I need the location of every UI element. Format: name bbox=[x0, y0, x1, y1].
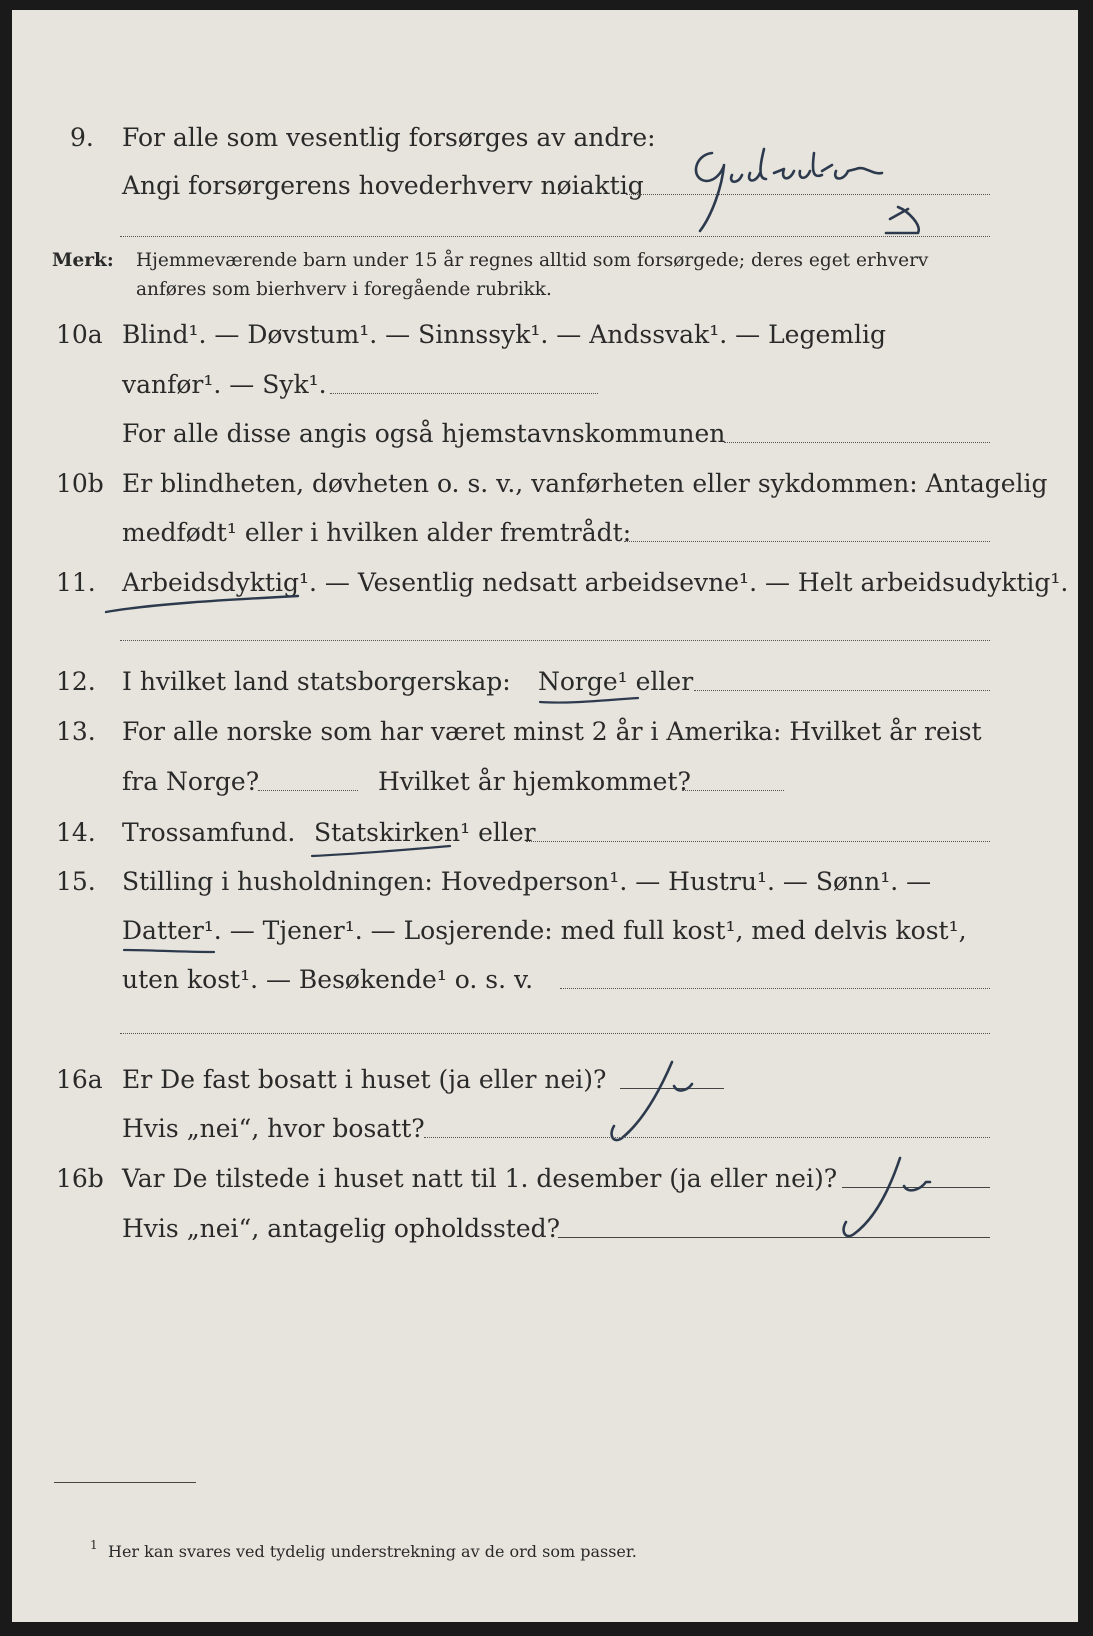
q15-row3 bbox=[12, 958, 1078, 1002]
q14-answer-line bbox=[526, 841, 990, 842]
q13-reist-line bbox=[258, 790, 358, 791]
q10a-syk-line bbox=[330, 393, 598, 394]
q16b-opholdssted-line bbox=[558, 1237, 990, 1238]
q10a-row1 bbox=[12, 313, 1078, 357]
q14-text-line1a: Trossamfund. bbox=[122, 818, 296, 847]
q10b-answer-line bbox=[624, 541, 990, 542]
q11-text-line1: Arbeidsdyktig¹. — Vesentlig nedsatt arbeidsevne¹. — Helt arbeidsudyktig¹. bbox=[122, 568, 1069, 597]
q10b-row1 bbox=[12, 462, 1078, 506]
q11-handwritten-underline bbox=[102, 590, 312, 620]
q16b-text-line2: Hvis „nei“, antagelig opholdssted? bbox=[122, 1214, 561, 1243]
footnote-mark: 1 bbox=[90, 1538, 98, 1552]
merk-text-line2: anføres som bierhverv i foregående rubrikk. bbox=[136, 279, 552, 300]
q10b-text-line2: medfødt¹ eller i hvilken alder fremtrådt: bbox=[122, 518, 632, 547]
q10a-text-line1: Blind¹. — Døvstum¹. — Sinnssyk¹. — Andssvak¹. — Legemlig bbox=[122, 320, 886, 349]
q9-text-line2: Angi forsørgerens hovederhverv nøiaktig bbox=[122, 171, 644, 200]
q10b-text-line1: Er blindheten, døvheten o. s. v., vanførheten eller sykdommen: Antagelig bbox=[122, 469, 1048, 498]
q13-text-line2b: Hvilket år hjemkommet? bbox=[378, 767, 691, 796]
q10b-row2 bbox=[12, 511, 1078, 555]
q9-extra-line bbox=[120, 236, 990, 237]
q15-extra-line bbox=[120, 1033, 990, 1034]
q15-answer-line bbox=[560, 988, 990, 989]
merk-text-line1: Hjemmeværende barn under 15 år regnes alltid som forsørgede; deres eget erhverv bbox=[136, 250, 929, 271]
q16b-text-line1: Var De tilstede i huset natt til 1. desember (ja eller nei)? bbox=[122, 1164, 838, 1193]
q12-number: 12. bbox=[56, 667, 96, 696]
q12-text-line1: I hvilket land statsborgerskap: bbox=[122, 667, 511, 696]
q16a-text-line2: Hvis „nei“, hvor bosatt? bbox=[122, 1114, 425, 1143]
q9-number: 9. bbox=[70, 123, 94, 152]
q10a-row2 bbox=[12, 363, 1078, 407]
q15-handwritten-underline bbox=[120, 940, 220, 960]
q10b-number: 10b bbox=[56, 469, 104, 498]
q10a-text-line3: For alle disse angis også hjemstavnskommunen bbox=[122, 419, 726, 448]
q14-handwritten-underline bbox=[308, 842, 458, 862]
q12-option-norge: Norge¹ eller bbox=[538, 667, 694, 696]
q16b-row2 bbox=[12, 1207, 1078, 1251]
q11-number: 11. bbox=[56, 568, 96, 597]
q16a-number: 16a bbox=[56, 1065, 103, 1094]
q15-text-line2: Datter¹. — Tjener¹. — Losjerende: med full kost¹, med delvis kost¹, bbox=[122, 916, 967, 945]
q10a-row3 bbox=[12, 412, 1078, 456]
q16a-row2 bbox=[12, 1107, 1078, 1151]
q13-text-line1: For alle norske som har været minst 2 år i Amerika: Hvilket år reist bbox=[122, 717, 982, 746]
q9-answer-handwriting bbox=[672, 135, 992, 245]
q12-answer-line bbox=[694, 690, 990, 691]
census-form-page bbox=[12, 10, 1078, 1622]
q10a-text-line2: vanfør¹. — Syk¹. bbox=[122, 370, 327, 399]
q16a-bosatt-line bbox=[424, 1137, 990, 1138]
q16a-row1 bbox=[12, 1058, 1078, 1102]
q16a-text-line1: Er De fast bosatt i huset (ja eller nei)? bbox=[122, 1065, 607, 1094]
q13-row1 bbox=[12, 710, 1078, 754]
q12-handwritten-underline bbox=[536, 690, 646, 710]
q10a-hjemstavn-line bbox=[724, 442, 990, 443]
q14-text-line1b: Statskirken¹ eller bbox=[314, 818, 536, 847]
footnote-rule bbox=[54, 1482, 196, 1483]
q13-row2 bbox=[12, 760, 1078, 804]
q13-number: 13. bbox=[56, 717, 96, 746]
q13-hjemkommet-line bbox=[682, 790, 784, 791]
q15-text-line1: Stilling i husholdningen: Hovedperson¹. — Hustru¹. — Sønn¹. — bbox=[122, 867, 932, 896]
q10a-number: 10a bbox=[56, 320, 103, 349]
q15-row1 bbox=[12, 860, 1078, 904]
q11-extra-line bbox=[120, 640, 990, 641]
footnote-text: Her kan svares ved tydelig understrekning av de ord som passer. bbox=[108, 1542, 637, 1561]
q15-text-line3: uten kost¹. — Besøkende¹ o. s. v. bbox=[122, 965, 534, 994]
q13-text-line2a: fra Norge? bbox=[122, 767, 260, 796]
q15-number: 15. bbox=[56, 867, 96, 896]
merk-label: Merk: bbox=[52, 250, 114, 271]
q9-text-line1: For alle som vesentlig forsørges av andre: bbox=[122, 123, 656, 152]
q16b-number: 16b bbox=[56, 1164, 104, 1193]
q14-number: 14. bbox=[56, 818, 96, 847]
q14-row1 bbox=[12, 811, 1078, 855]
